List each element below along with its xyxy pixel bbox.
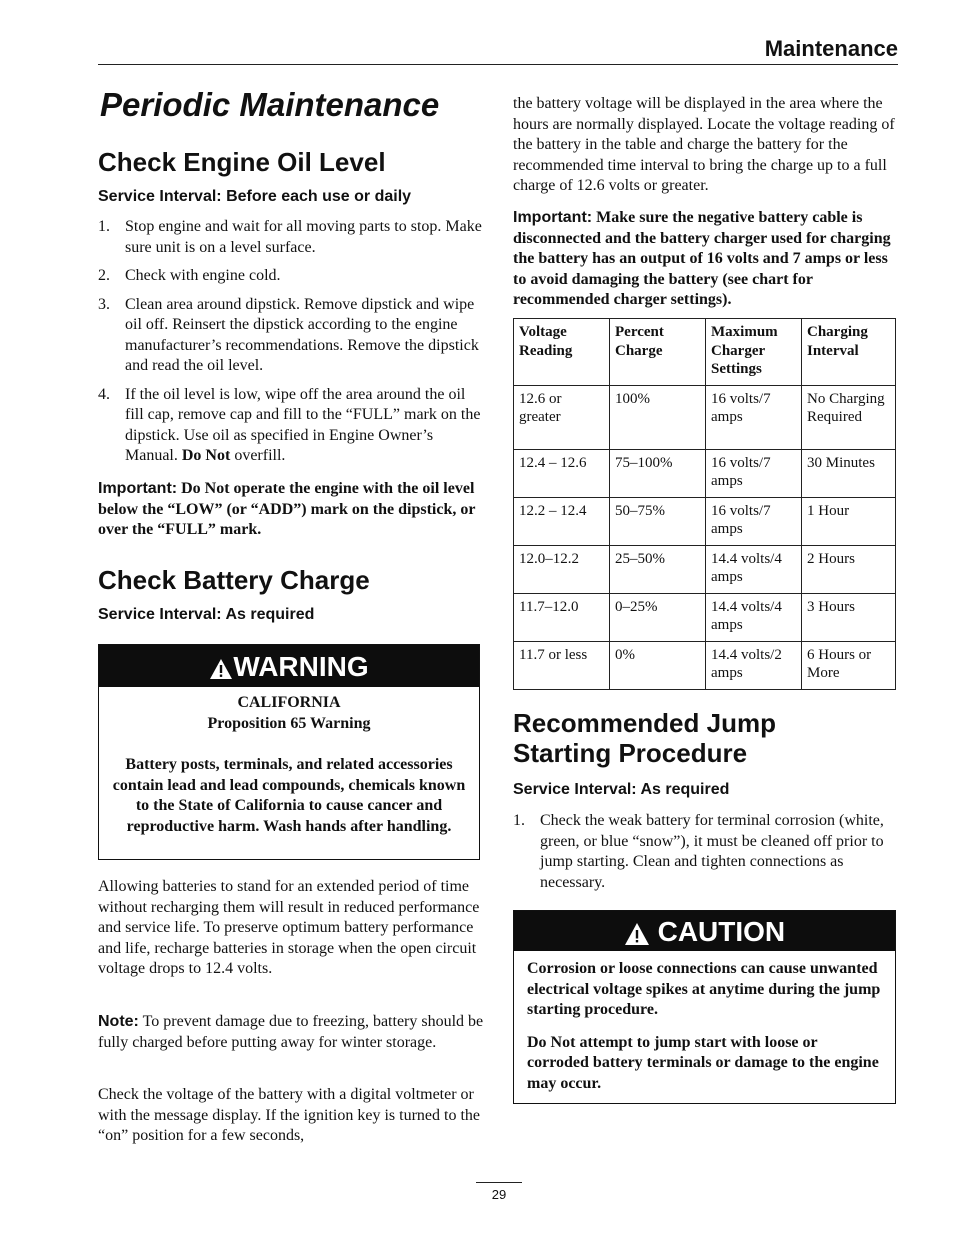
table-cell: 30 Minutes	[802, 449, 896, 497]
table-cell: 3 Hours	[802, 593, 896, 641]
table-row	[514, 385, 896, 449]
table-cell: 50–75%	[610, 497, 706, 545]
battery-note	[98, 1012, 484, 1053]
table-row	[514, 593, 896, 641]
table-cell: 16 volts/7 amps	[706, 497, 802, 545]
table-cell: 14.4 volts/2 amps	[706, 641, 802, 689]
warning-body	[99, 687, 479, 837]
table-cell: 75–100%	[610, 449, 706, 497]
table-row	[514, 545, 896, 593]
list-item: 4. If the oil level is low, wipe off the area around the oil fill cap, remove cap and fill to the “FULL” mark on the dipstick. Use oil as specified in Engine Owner’s Manual. Do Not overfill.	[98, 385, 481, 464]
caution-label: CAUTION	[657, 916, 786, 947]
oil-steps	[98, 217, 484, 475]
table-header: Charging Interval	[802, 319, 896, 386]
oil-heading: Check Engine Oil Level	[98, 147, 386, 177]
table-cell: 0%	[610, 641, 706, 689]
table-header: Voltage Reading	[514, 319, 610, 386]
table-cell: 1 Hour	[802, 497, 896, 545]
table-cell: 6 Hours or More	[802, 641, 896, 689]
page-title: Periodic Maintenance	[100, 86, 440, 123]
caution-text-1: Corrosion or loose connections can cause unwanted electrical voltage spikes at anytime during the jump starting procedure.	[527, 960, 881, 1018]
charge-table	[513, 318, 896, 690]
table-cell: 11.7 or less	[514, 641, 610, 689]
oil-important	[98, 479, 484, 541]
jump-heading	[513, 708, 776, 768]
running-header	[98, 30, 898, 65]
table-cell: 12.2 – 12.4	[514, 497, 610, 545]
note-label: Note:	[98, 1013, 139, 1030]
jump-heading-line1: Recommended Jump	[513, 708, 776, 738]
table-header-row	[514, 319, 896, 386]
important-label: Important:	[513, 209, 593, 226]
important-text: Make sure the negative battery cable is disconnected and the battery charger used for charging the battery has an output of 16 volts and 7 amps or less to avoid damaging the battery (see chart for recommended charger settings).	[513, 209, 891, 308]
table-cell: 100%	[610, 385, 706, 449]
battery-important	[513, 208, 901, 311]
warning-triangle-icon	[209, 658, 233, 680]
table-cell: 2 Hours	[802, 545, 896, 593]
battery-service-interval: Service Interval: As required	[98, 606, 315, 623]
battery-heading: Check Battery Charge	[98, 565, 370, 595]
warning-title-line1: CALIFORNIA	[237, 694, 341, 711]
oil-service-interval: Service Interval: Before each use or daily	[98, 188, 412, 205]
battery-paragraph-2-continued: the battery voltage will be displayed in the area where the hours are normally displayed. Locate the voltage reading of the battery in the table and charge the battery for the recommended time interval to bring the charge up to a full charge of 12.6 volts or greater.	[513, 95, 895, 194]
caution-body	[514, 951, 895, 1094]
battery-paragraph-1: Allowing batteries to stand for an extended period of time without recharging them will result in reduced performance and service life. To preserve optimum battery performance and life, recharge batteries in storage when the open circuit voltage drops to 12.4 volts.	[98, 878, 480, 977]
caution-header	[514, 911, 895, 951]
caution-text-2: Do Not attempt to jump start with loose or corroded battery terminals or damage to the engine may occur.	[527, 1033, 879, 1092]
table-cell: 12.4 – 12.6	[514, 449, 610, 497]
jump-service-interval: Service Interval: As required	[513, 781, 730, 798]
list-item: 1. Check the weak battery for terminal corrosion (white, green, or blue “snow”), it must be cleaned off prior to jump starting. Clean and tighten connections as necessary.	[513, 812, 884, 891]
section-title: Maintenance	[764, 36, 898, 61]
page-number: 29	[476, 1182, 522, 1202]
caution-triangle-icon	[624, 922, 650, 946]
table-cell: 12.0–12.2	[514, 545, 610, 593]
table-cell: 12.6 or greater	[514, 385, 610, 449]
warning-title-line2: Proposition 65 Warning	[207, 714, 371, 732]
table-cell: 11.7–12.0	[514, 593, 610, 641]
important-label: Important:	[98, 480, 178, 497]
warning-label: WARNING	[233, 651, 369, 682]
table-cell: No Charging Required	[802, 385, 896, 449]
table-cell: 16 volts/7 amps	[706, 385, 802, 449]
important-text: Do Not operate the engine with the oil level below the “LOW” (or “ADD”) mark on the dipstick, or over the “FULL” mark.	[98, 480, 476, 538]
table-header: Maximum Charger Settings	[706, 319, 802, 386]
warning-text: Battery posts, terminals, and related accessories contain lead and lead compounds, chemicals known to the State of California to cause cancer and reproductive harm. Wash hands after handling.	[112, 756, 466, 835]
warning-box	[98, 644, 480, 860]
table-cell: 25–50%	[610, 545, 706, 593]
table-row	[514, 497, 896, 545]
table-row	[514, 449, 896, 497]
jump-heading-line2: Starting Procedure	[513, 738, 748, 768]
table-cell: 0–25%	[610, 593, 706, 641]
table-header: Percent Charge	[610, 319, 706, 386]
list-item: 1. Stop engine and wait for all moving parts to stop. Make sure unit is on a level surface.	[98, 218, 482, 256]
note-text: To prevent damage due to freezing, battery should be fully charged before putting away for winter storage.	[98, 1013, 484, 1051]
table-row	[514, 641, 896, 689]
list-item: 2. Check with engine cold.	[98, 267, 281, 284]
table-cell: 14.4 volts/4 amps	[706, 593, 802, 641]
caution-box	[513, 910, 896, 1104]
battery-paragraph-2: Check the voltage of the battery with a digital voltmeter or with the message display. If the ignition key is turned to the “on” position for a few seconds,	[98, 1086, 480, 1144]
list-item: 3. Clean area around dipstick. Remove dipstick and wipe oil off. Reinsert the dipstick according to the engine manufacturer’s recommendations. Remove the dipstick and read the oil level.	[98, 295, 479, 374]
warning-header	[99, 645, 479, 687]
jump-steps	[513, 811, 901, 901]
table-cell: 14.4 volts/4 amps	[706, 545, 802, 593]
table-cell: 16 volts/7 amps	[706, 449, 802, 497]
